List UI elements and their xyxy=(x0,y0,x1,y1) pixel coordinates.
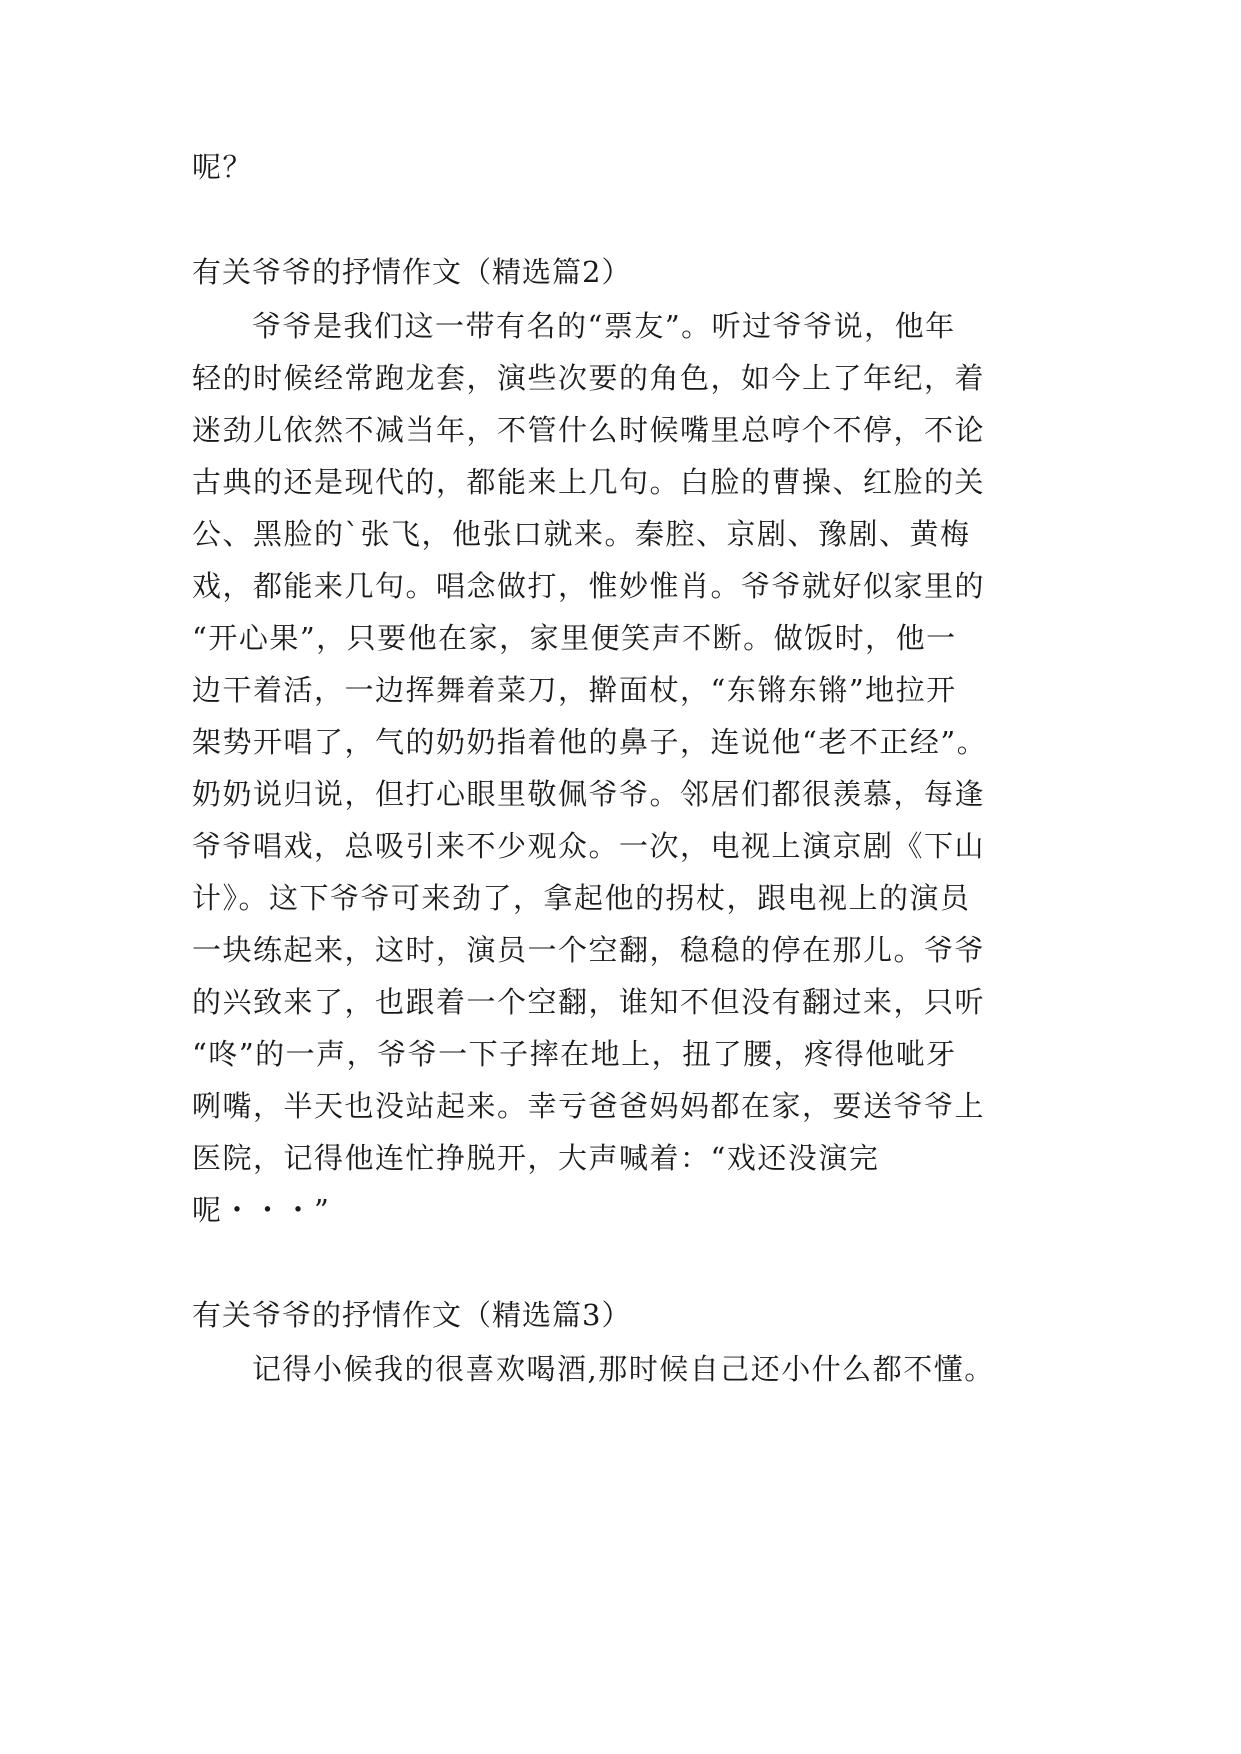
paragraph-line: 一块练起来，这时，演员一个空翻，稳稳的停在那儿。爷爷 xyxy=(192,933,986,967)
paragraph-line: 戏，都能来几句。唱念做打，惟妙惟肖。爷爷就好似家里的 xyxy=(192,569,986,603)
paragraph-line: 迷劲儿依然不减当年，不管什么时候嘴里总哼个不停，不论 xyxy=(192,413,986,447)
paragraph-line: 奶奶说归说，但打心眼里敬佩爷爷。邻居们都很羡慕，每逢 xyxy=(192,777,986,811)
paragraph-line: 边干着活，一边挥舞着菜刀，擀面杖，“东锵东锵”地拉开 xyxy=(192,673,957,707)
section-heading-3: 有关爷爷的抒情作文（精选篇3） xyxy=(192,1298,632,1332)
paragraph-line: 爷爷是我们这一带有名的“票友”。听过爷爷说，他年 xyxy=(252,309,956,343)
paragraph-line: “咚”的一声，爷爷一下子摔在地上，扭了腰，疼得他呲牙 xyxy=(192,1037,957,1071)
paragraph-line: “开心果”，只要他在家，家里便笑声不断。做饭时，他一 xyxy=(192,621,957,655)
paragraph-line: 记得小候我的很喜欢喝酒,那时候自己还小什么都不懂。 xyxy=(252,1352,995,1386)
section-heading-2: 有关爷爷的抒情作文（精选篇2） xyxy=(192,255,632,289)
paragraph-line: 架势开唱了，气的奶奶指着他的鼻子，连说他“老不正经”。 xyxy=(192,725,988,759)
paragraph-line: 爷爷唱戏，总吸引来不少观众。一次，电视上演京剧《下山 xyxy=(192,829,986,863)
paragraph-line: 轻的时候经常跑龙套，演些次要的角色，如今上了年纪，着 xyxy=(192,361,986,395)
paragraph-line: 公、黑脸的`张飞，他张口就来。秦腔、京剧、豫剧、黄梅 xyxy=(192,517,971,551)
paragraph-line: 的兴致来了，也跟着一个空翻，谁知不但没有翻过来，只听 xyxy=(192,985,986,1019)
paragraph-line: 呢・・・” xyxy=(192,1193,331,1227)
paragraph-line: 咧嘴，半天也没站起来。幸亏爸爸妈妈都在家，要送爷爷上 xyxy=(192,1089,986,1123)
paragraph-line: 医院，记得他连忙挣脱开，大声喊着：“戏还没演完 xyxy=(192,1141,880,1175)
paragraph-line: 古典的还是现代的，都能来上几句。白脸的曹操、红脸的关 xyxy=(192,465,986,499)
top-fragment: 呢？ xyxy=(192,150,254,184)
paragraph-line: 计》。这下爷爷可来劲了，拿起他的拐杖，跟电视上的演员 xyxy=(192,881,971,915)
